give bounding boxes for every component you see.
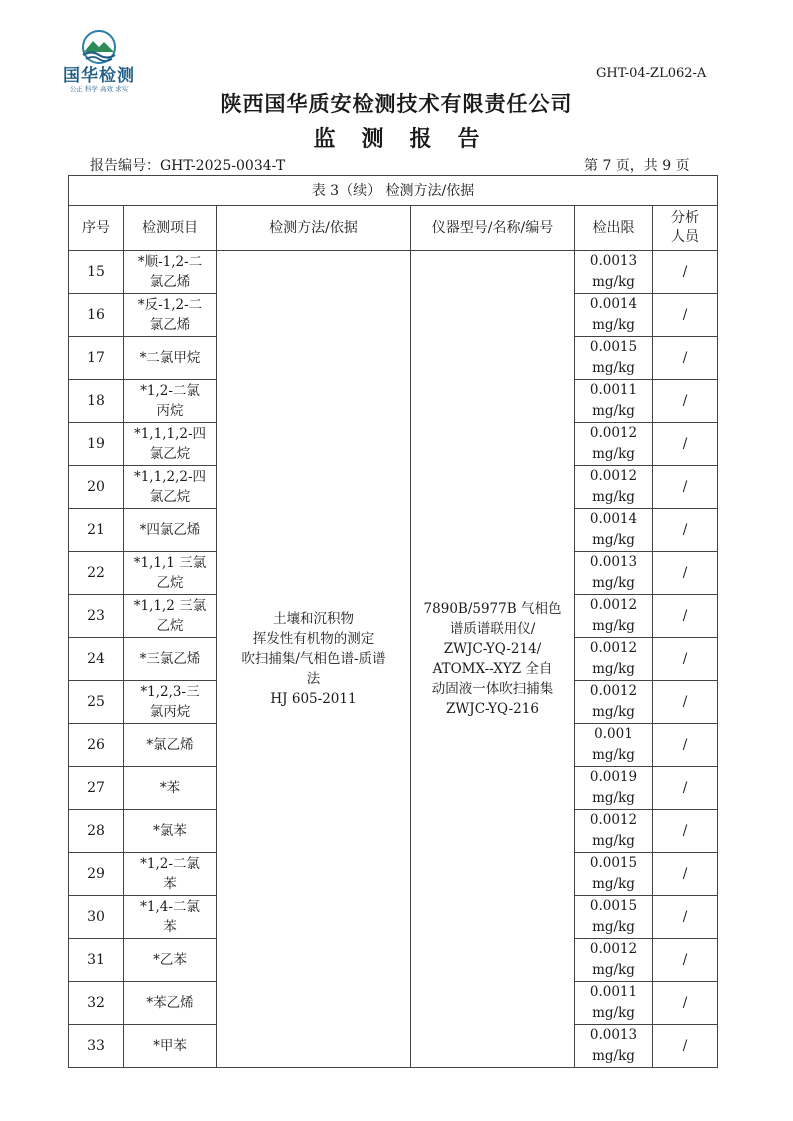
- row-number: 20: [69, 466, 124, 509]
- detection-limit-line: mg/kg: [592, 876, 635, 892]
- test-item: [124, 466, 217, 509]
- analyst: /: [653, 1025, 718, 1068]
- test-item: [124, 337, 217, 380]
- detection-limit-line: 0.0013: [589, 1027, 638, 1043]
- detection-limit-line: mg/kg: [592, 661, 635, 677]
- test-item-line: *1,1,1,2-四: [133, 426, 207, 442]
- test-item: [124, 982, 217, 1025]
- test-item: [124, 638, 217, 681]
- analyst: /: [653, 423, 718, 466]
- test-item-line: 苯: [163, 876, 177, 892]
- method-line: 土壤和沉积物: [273, 611, 354, 627]
- detection-limit-line: 0.0014: [589, 296, 638, 312]
- detection-limit: [575, 423, 653, 466]
- logo-slogan: 公正 科学 高效 求实: [69, 85, 129, 93]
- detection-limit-line: 0.0013: [589, 253, 638, 269]
- detection-limit: [575, 1025, 653, 1068]
- detection-limit-line: mg/kg: [592, 790, 635, 806]
- analyst: /: [653, 595, 718, 638]
- detection-limit-line: 0.0019: [589, 769, 638, 785]
- instrument-line: 谱质谱联用仪/: [449, 621, 536, 637]
- page-info: 第 7 页，共 9 页: [584, 158, 690, 174]
- row-number: 18: [69, 380, 124, 423]
- detection-limit: [575, 638, 653, 681]
- test-item-line: *反-1,2-二: [137, 297, 203, 313]
- test-item: [124, 552, 217, 595]
- detection-limit: [575, 251, 653, 294]
- row-number: 25: [69, 681, 124, 724]
- row-number: 31: [69, 939, 124, 982]
- test-item-line: *甲苯: [153, 1038, 187, 1054]
- test-item-line: 苯: [163, 919, 177, 935]
- analyst: /: [653, 767, 718, 810]
- instrument-line: ZWJC-YQ-214/: [443, 641, 542, 657]
- column-header-limit: 检出限: [575, 206, 653, 251]
- analyst: /: [653, 466, 718, 509]
- test-item: [124, 509, 217, 552]
- test-item: [124, 380, 217, 423]
- test-item: [124, 939, 217, 982]
- test-item-line: *乙苯: [153, 952, 187, 968]
- column-header-no: 序号: [69, 206, 124, 251]
- column-header-method: 检测方法/依据: [217, 206, 411, 251]
- method-table: [68, 175, 718, 1068]
- row-number: 19: [69, 423, 124, 466]
- detection-limit-line: 0.0012: [589, 812, 638, 828]
- test-item: [124, 1025, 217, 1068]
- test-item-line: *苯: [159, 780, 181, 796]
- analyst: /: [653, 853, 718, 896]
- logo-name: 国华检测: [63, 66, 135, 86]
- test-item-line: *1,1,2,2-四: [133, 469, 207, 485]
- detection-limit-line: 0.0012: [589, 468, 638, 484]
- table-caption: 表 3（续） 检测方法/依据: [69, 176, 718, 206]
- detection-limit: [575, 294, 653, 337]
- row-number: 28: [69, 810, 124, 853]
- test-item-line: *1,2,3-三: [140, 684, 200, 700]
- test-item-line: *氯乙烯: [146, 737, 194, 753]
- row-number: 29: [69, 853, 124, 896]
- test-item: [124, 724, 217, 767]
- detection-limit-line: mg/kg: [592, 446, 635, 462]
- detection-limit: [575, 681, 653, 724]
- page-title: 监测报告: [313, 127, 506, 152]
- detection-limit-line: 0.0012: [589, 640, 638, 656]
- test-item: [124, 853, 217, 896]
- test-item-line: *1,2-二氯: [140, 856, 200, 872]
- method-line: 法: [306, 671, 321, 687]
- detection-limit-line: 0.0014: [589, 511, 638, 527]
- table-row: [69, 251, 718, 294]
- detection-limit-line: mg/kg: [592, 317, 635, 333]
- test-item-line: *1,1,2 三氯: [133, 598, 207, 614]
- test-item-line: *1,4-二氯: [140, 899, 200, 915]
- analyst: /: [653, 337, 718, 380]
- detection-limit: [575, 337, 653, 380]
- row-number: 15: [69, 251, 124, 294]
- test-item: [124, 767, 217, 810]
- detection-limit: [575, 509, 653, 552]
- method-basis: [217, 251, 411, 1068]
- analyst: /: [653, 896, 718, 939]
- row-number: 24: [69, 638, 124, 681]
- detection-limit-line: mg/kg: [592, 618, 635, 634]
- row-number: 30: [69, 896, 124, 939]
- detection-limit-line: 0.0011: [589, 984, 638, 1000]
- detection-limit-line: mg/kg: [592, 919, 635, 935]
- test-item-line: *1,1,1 三氯: [133, 555, 207, 571]
- method-line: HJ 605-2011: [270, 691, 357, 707]
- method-line: 吹扫捕集/气相色谱-质谱: [241, 651, 386, 667]
- detection-limit-line: mg/kg: [592, 704, 635, 720]
- analyst: /: [653, 638, 718, 681]
- test-item: [124, 681, 217, 724]
- test-item-line: 氯乙烯: [149, 317, 191, 333]
- analyst: /: [653, 810, 718, 853]
- test-item: [124, 810, 217, 853]
- test-item-line: 氯乙烷: [149, 446, 191, 462]
- column-header-item: 检测项目: [124, 206, 217, 251]
- row-number: 17: [69, 337, 124, 380]
- instrument-line: ATOMX--XYZ 全自: [432, 661, 553, 677]
- test-item-line: 氯丙烷: [149, 704, 191, 720]
- detection-limit: [575, 982, 653, 1025]
- test-item: [124, 251, 217, 294]
- test-item-line: 乙烷: [156, 618, 184, 634]
- analyst: /: [653, 251, 718, 294]
- detection-limit: [575, 810, 653, 853]
- report-number: 报告编号：GHT-2025-0034-T: [90, 158, 286, 174]
- mountain-wave-icon: [76, 30, 122, 66]
- row-number: 32: [69, 982, 124, 1025]
- detection-limit: [575, 939, 653, 982]
- row-number: 33: [69, 1025, 124, 1068]
- detection-limit-line: mg/kg: [592, 360, 635, 376]
- detection-limit-line: mg/kg: [592, 532, 635, 548]
- test-item-line: *1,2-二氯: [140, 383, 200, 399]
- instrument-line: ZWJC-YQ-216: [446, 701, 539, 717]
- analyst: /: [653, 509, 718, 552]
- analyst: /: [653, 380, 718, 423]
- test-item-line: 丙烷: [156, 403, 184, 419]
- detection-limit: [575, 724, 653, 767]
- detection-limit-line: 0.0012: [589, 941, 638, 957]
- analyst: /: [653, 939, 718, 982]
- row-number: 16: [69, 294, 124, 337]
- detection-limit: [575, 466, 653, 509]
- document-code: GHT-04-ZL062-A: [596, 66, 707, 81]
- instrument-info: [411, 251, 575, 1068]
- test-item: [124, 896, 217, 939]
- analyst: /: [653, 552, 718, 595]
- detection-limit-line: 0.001: [594, 726, 633, 742]
- detection-limit-line: 0.0015: [589, 339, 638, 355]
- test-item-line: 乙烷: [156, 575, 184, 591]
- detection-limit-line: 0.0012: [589, 425, 638, 441]
- detection-limit-line: mg/kg: [592, 489, 635, 505]
- method-line: 挥发性有机物的测定: [252, 631, 375, 647]
- detection-limit: [575, 552, 653, 595]
- detection-limit-line: mg/kg: [592, 962, 635, 978]
- detection-limit: [575, 380, 653, 423]
- detection-limit-line: 0.0015: [589, 898, 638, 914]
- test-item-line: *苯乙烯: [146, 995, 194, 1011]
- detection-limit-line: mg/kg: [592, 833, 635, 849]
- test-item-line: *二氯甲烷: [139, 350, 201, 366]
- analyst: /: [653, 982, 718, 1025]
- test-item-line: 氯乙烯: [149, 274, 191, 290]
- row-number: 23: [69, 595, 124, 638]
- row-number: 21: [69, 509, 124, 552]
- detection-limit-line: mg/kg: [592, 575, 635, 591]
- instrument-line: 动固液一体吹扫捕集: [431, 681, 554, 697]
- column-header-instrument: 仪器型号/名称/编号: [411, 206, 575, 251]
- detection-limit-line: mg/kg: [592, 1048, 635, 1064]
- test-item: [124, 595, 217, 638]
- test-item-line: *氯苯: [153, 823, 187, 839]
- test-item-line: *四氯乙烯: [139, 522, 201, 538]
- row-number: 26: [69, 724, 124, 767]
- detection-limit-line: mg/kg: [592, 747, 635, 763]
- analyst: /: [653, 294, 718, 337]
- row-number: 22: [69, 552, 124, 595]
- detection-limit: [575, 595, 653, 638]
- analyst: /: [653, 681, 718, 724]
- detection-limit: [575, 767, 653, 810]
- test-item-line: 氯乙烷: [149, 489, 191, 505]
- instrument-line: 7890B/5977B 气相色: [423, 601, 562, 617]
- detection-limit: [575, 896, 653, 939]
- detection-limit-line: mg/kg: [592, 1005, 635, 1021]
- column-header-analyst: 分析人员: [653, 206, 718, 251]
- detection-limit-line: mg/kg: [592, 274, 635, 290]
- test-item: [124, 294, 217, 337]
- detection-limit: [575, 853, 653, 896]
- company-name: 陕西国华质安检测技术有限责任公司: [220, 92, 573, 116]
- detection-limit-line: 0.0012: [589, 683, 638, 699]
- analyst: /: [653, 724, 718, 767]
- test-item-line: *顺-1,2-二: [137, 254, 203, 270]
- test-item: [124, 423, 217, 466]
- detection-limit-line: mg/kg: [592, 403, 635, 419]
- detection-limit-line: 0.0015: [589, 855, 638, 871]
- test-item-line: *三氯乙烯: [139, 651, 201, 667]
- row-number: 27: [69, 767, 124, 810]
- detection-limit-line: 0.0013: [589, 554, 638, 570]
- detection-limit-line: 0.0011: [589, 382, 638, 398]
- detection-limit-line: 0.0012: [589, 597, 638, 613]
